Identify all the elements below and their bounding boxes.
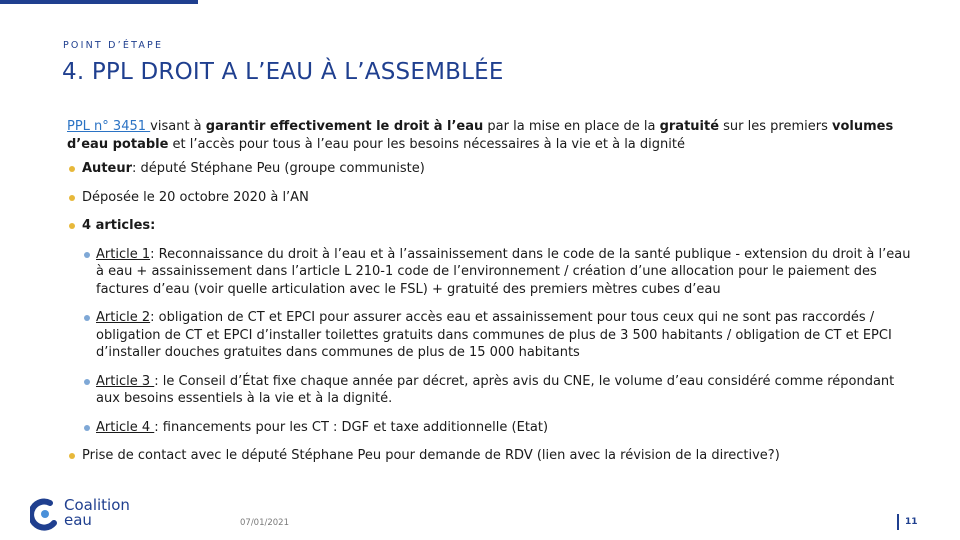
page-number-divider	[897, 514, 899, 530]
deposit-text: Déposée le 20 octobre 2020 à l’AN	[82, 189, 309, 205]
author-text: : député Stéphane Peu (groupe communiste)	[132, 161, 425, 176]
logo-line-1: Coalition	[64, 496, 130, 514]
intro-bold-1: garantir effectivement le droit à l’eau	[205, 119, 484, 134]
article-4-label: Article 4	[96, 419, 155, 435]
top-accent-bar	[0, 0, 198, 4]
intro-bold-3: volumes d’eau potable	[67, 119, 894, 152]
article-2-text: : obligation de CT et EPCI pour assurer accès eau et assainissement pour tous ceux qui ne sont pas raccordés / obligation de CT et EPCI d’installer toilettes gratuits dans communes de plus de 3 500 habitants / obligation de CT et EPCI d’installer douches gratuites dans communes de plus de 15 000 habitants	[96, 310, 892, 360]
article-1-label: Article 1	[96, 246, 151, 262]
sub-bullet-dot-icon	[84, 379, 90, 385]
contact-text: Prise de contact avec le député Stéphane Peu pour demande de RDV (lien avec la révision de la directive?)	[82, 448, 780, 463]
bullet-dot-icon	[69, 166, 75, 172]
author-label: Auteur	[82, 161, 133, 176]
intro-text-1: visant à	[150, 119, 206, 134]
article-3-label: Article 3	[96, 373, 155, 389]
slide-content	[67, 118, 917, 476]
article-3-item	[82, 373, 917, 408]
intro-text-2: par la mise en place de la	[483, 119, 660, 134]
article-2-label: Article 2	[96, 310, 151, 325]
article-1-text: : Reconnaissance du droit à l’eau et à l’assainissement dans le code de la santé publique - extension du droit à l’eau à eau + assainissement dans l’article L 210-1 code de l’environnement / création d’une allocation pour le paiement des factures d’eau (voir quelle articulation avec le FSL) + gratuité des premiers mètres cubes d’eau	[96, 246, 911, 297]
bullet-contact	[67, 447, 917, 465]
articles-label: 4 articles:	[82, 218, 156, 233]
footer-date: 07/01/2021	[240, 518, 289, 528]
page-number: 11	[905, 517, 918, 527]
intro-bold-2: gratuité	[659, 119, 720, 134]
sub-bullet-dot-icon	[84, 315, 90, 321]
bullet-author	[67, 160, 917, 178]
page-title: 4. PPL DROIT A L’EAU À L’ASSEMBLÉE	[62, 59, 504, 85]
bullet-deposit	[67, 189, 917, 207]
article-2-item	[82, 309, 917, 362]
logo-text	[64, 498, 130, 528]
section-kicker: POINT D’ÉTAPE	[63, 40, 164, 51]
bullet-dot-icon	[69, 223, 75, 229]
article-3-text: : le Conseil d’État fixe chaque année par décret, après avis du CNE, le volume d’eau considéré comme répondant aux besoins essentiels à la vie et à la dignité.	[96, 373, 895, 406]
bullet-dot-icon	[69, 453, 75, 459]
sub-bullet-dot-icon	[84, 252, 90, 258]
logo-line-2: eau	[64, 511, 92, 529]
article-1-item	[82, 246, 917, 299]
bullet-articles	[67, 217, 917, 235]
coalition-logo-icon	[30, 497, 60, 531]
article-4-text: : financements pour les CT : DGF et taxe additionnelle (Etat)	[154, 419, 549, 435]
intro-text-4: et l’accès pour tous à l’eau pour les besoins nécessaires à la vie et à la dignité	[168, 136, 685, 152]
coalition-eau-logo	[30, 497, 142, 531]
bullet-dot-icon	[69, 195, 75, 201]
article-4-item	[82, 419, 917, 437]
sub-bullet-dot-icon	[84, 425, 90, 431]
intro-paragraph	[67, 118, 917, 153]
ppl-link[interactable]: PPL n° 3451	[67, 119, 151, 134]
intro-text-3: sur les premiers	[719, 119, 833, 134]
